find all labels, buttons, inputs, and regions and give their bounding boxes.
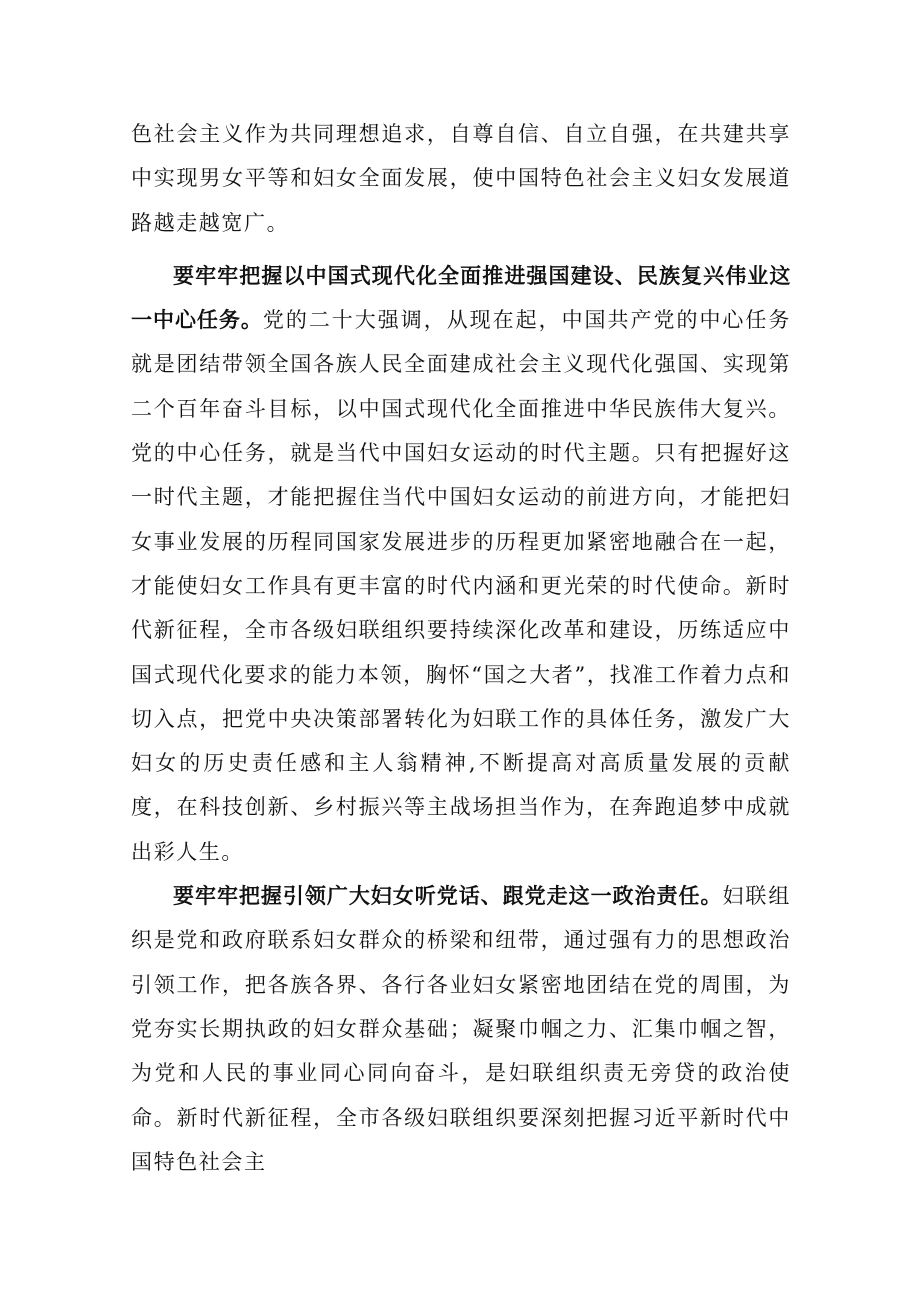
paragraph-text: 色社会主义作为共同理想追求，自尊自信、自立自强，在共建共享中实现男女平等和妇女全面发展，使中国特色社会主义妇女发展道路越走越宽广。 — [131, 122, 791, 235]
document-body — [131, 112, 791, 1184]
paragraph-text: 党的二十大强调，从现在起，中国共产党的中心任务就是团结带领全国各族人民全面建成社会主义现代化强国、实现第二个百年奋斗目标，以中国式现代化全面推进中华民族伟大复兴。党的中心任务，就是当代中国妇女运动的时代主题。只有把握好这一时代主题，才能把握住当代中国妇女运动的前进方向，才能把妇女事业发展的历程同国家发展进步的历程更加紧密地融合在一起，才能使妇女工作具有更丰富的时代内涵和更光荣的时代使命。新时代新征程，全市各级妇联组织要持续深化改革和建设，历练适应中国式现代化要求的能力本领，胸怀“国之大者”，找准工作着力点和切入点，把党中央决策部署转化为妇联工作的具体任务，激发广大妇女的历史责任感和主人翁精神,不断提高对高质量发展的贡献度，在科技创新、乡村振兴等主战场担当作为，在奔跑追梦中成就出彩人生。 — [131, 308, 791, 864]
paragraph-heading: 要牢牢把握以中国式现代化全面推进强国建设、民族复兴伟业这一中心任务。 — [131, 263, 791, 333]
paragraph-central-task — [131, 254, 791, 874]
paragraph-political-duty — [131, 874, 791, 1184]
paragraph-continuation — [131, 112, 791, 245]
paragraph-heading: 要牢牢把握引领广大妇女听党话、跟党走这一政治责任。 — [173, 884, 723, 909]
paragraph-text: 妇联组织是党和政府联系妇女群众的桥梁和纽带，通过强有力的思想政治引领工作，把各族各界、各行各业妇女紧密地团结在党的周围，为党夯实长期执政的妇女群众基础；凝聚巾帼之力、汇集巾帼之智，为党和人民的事业同心同向奋斗，是妇联组织责无旁贷的政治使命。新时代新征程，全市各级妇联组织要深刻把握习近平新时代中国特色社会主 — [131, 884, 791, 1174]
